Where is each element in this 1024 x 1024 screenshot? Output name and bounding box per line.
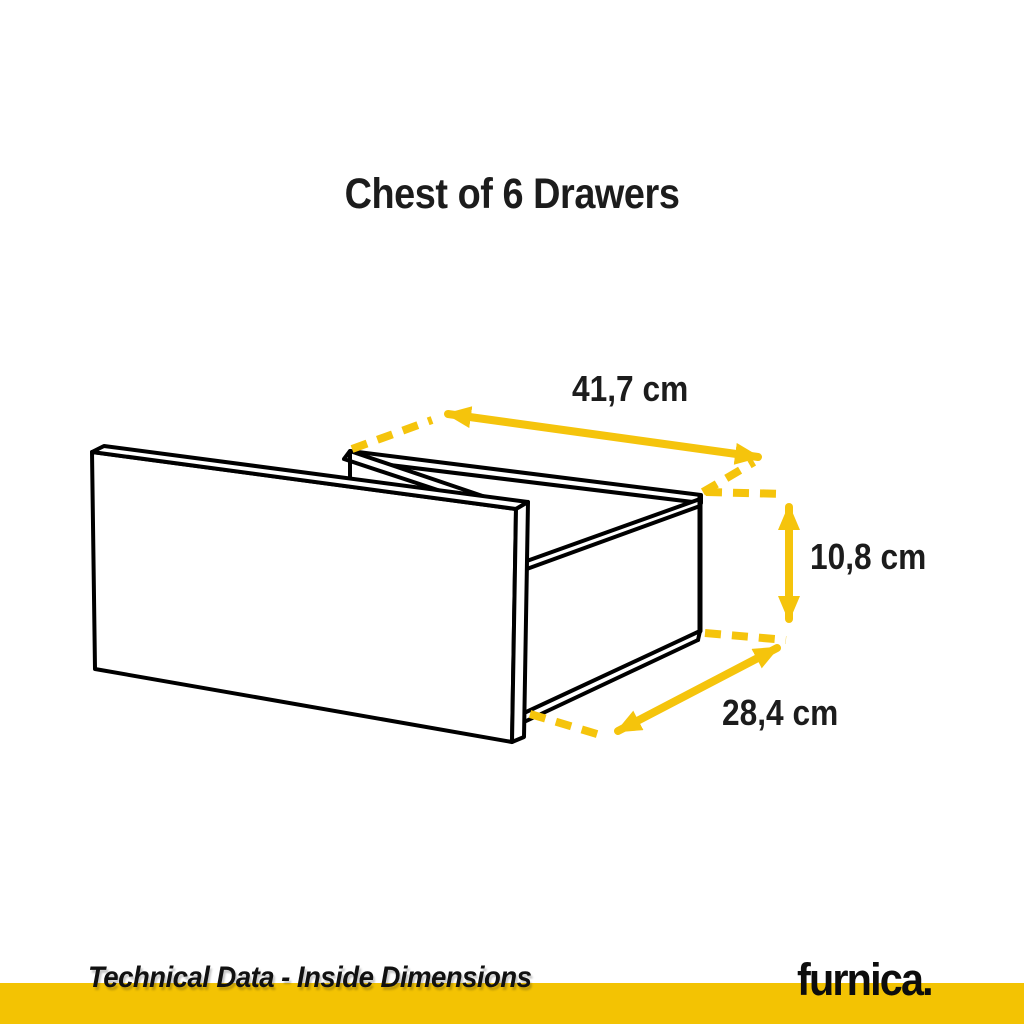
width-extension-right bbox=[703, 462, 754, 492]
depth-dimension-label: 28,4 cm bbox=[722, 692, 839, 733]
width-extension-left bbox=[352, 420, 432, 449]
panel-right-edge bbox=[512, 502, 528, 742]
height-dimension-arrow bbox=[705, 492, 789, 640]
height-extension-top bbox=[706, 492, 784, 494]
box-bottom-corner-edge bbox=[698, 631, 700, 640]
page-title: Chest of 6 Drawers bbox=[344, 170, 680, 218]
width-dimension-label: 41,7 cm bbox=[572, 368, 689, 409]
box-bottom-slab-edge bbox=[524, 640, 698, 722]
depth-extension-lower bbox=[530, 714, 607, 737]
width-arrow bbox=[448, 414, 758, 457]
height-extension-bottom bbox=[705, 633, 786, 640]
box-right-rim bbox=[524, 499, 700, 570]
height-dimension-label: 10,8 cm bbox=[810, 536, 927, 577]
technical-data-label: Technical Data - Inside Dimensions bbox=[88, 961, 532, 994]
furnica-logo: furnica. bbox=[797, 954, 932, 1005]
